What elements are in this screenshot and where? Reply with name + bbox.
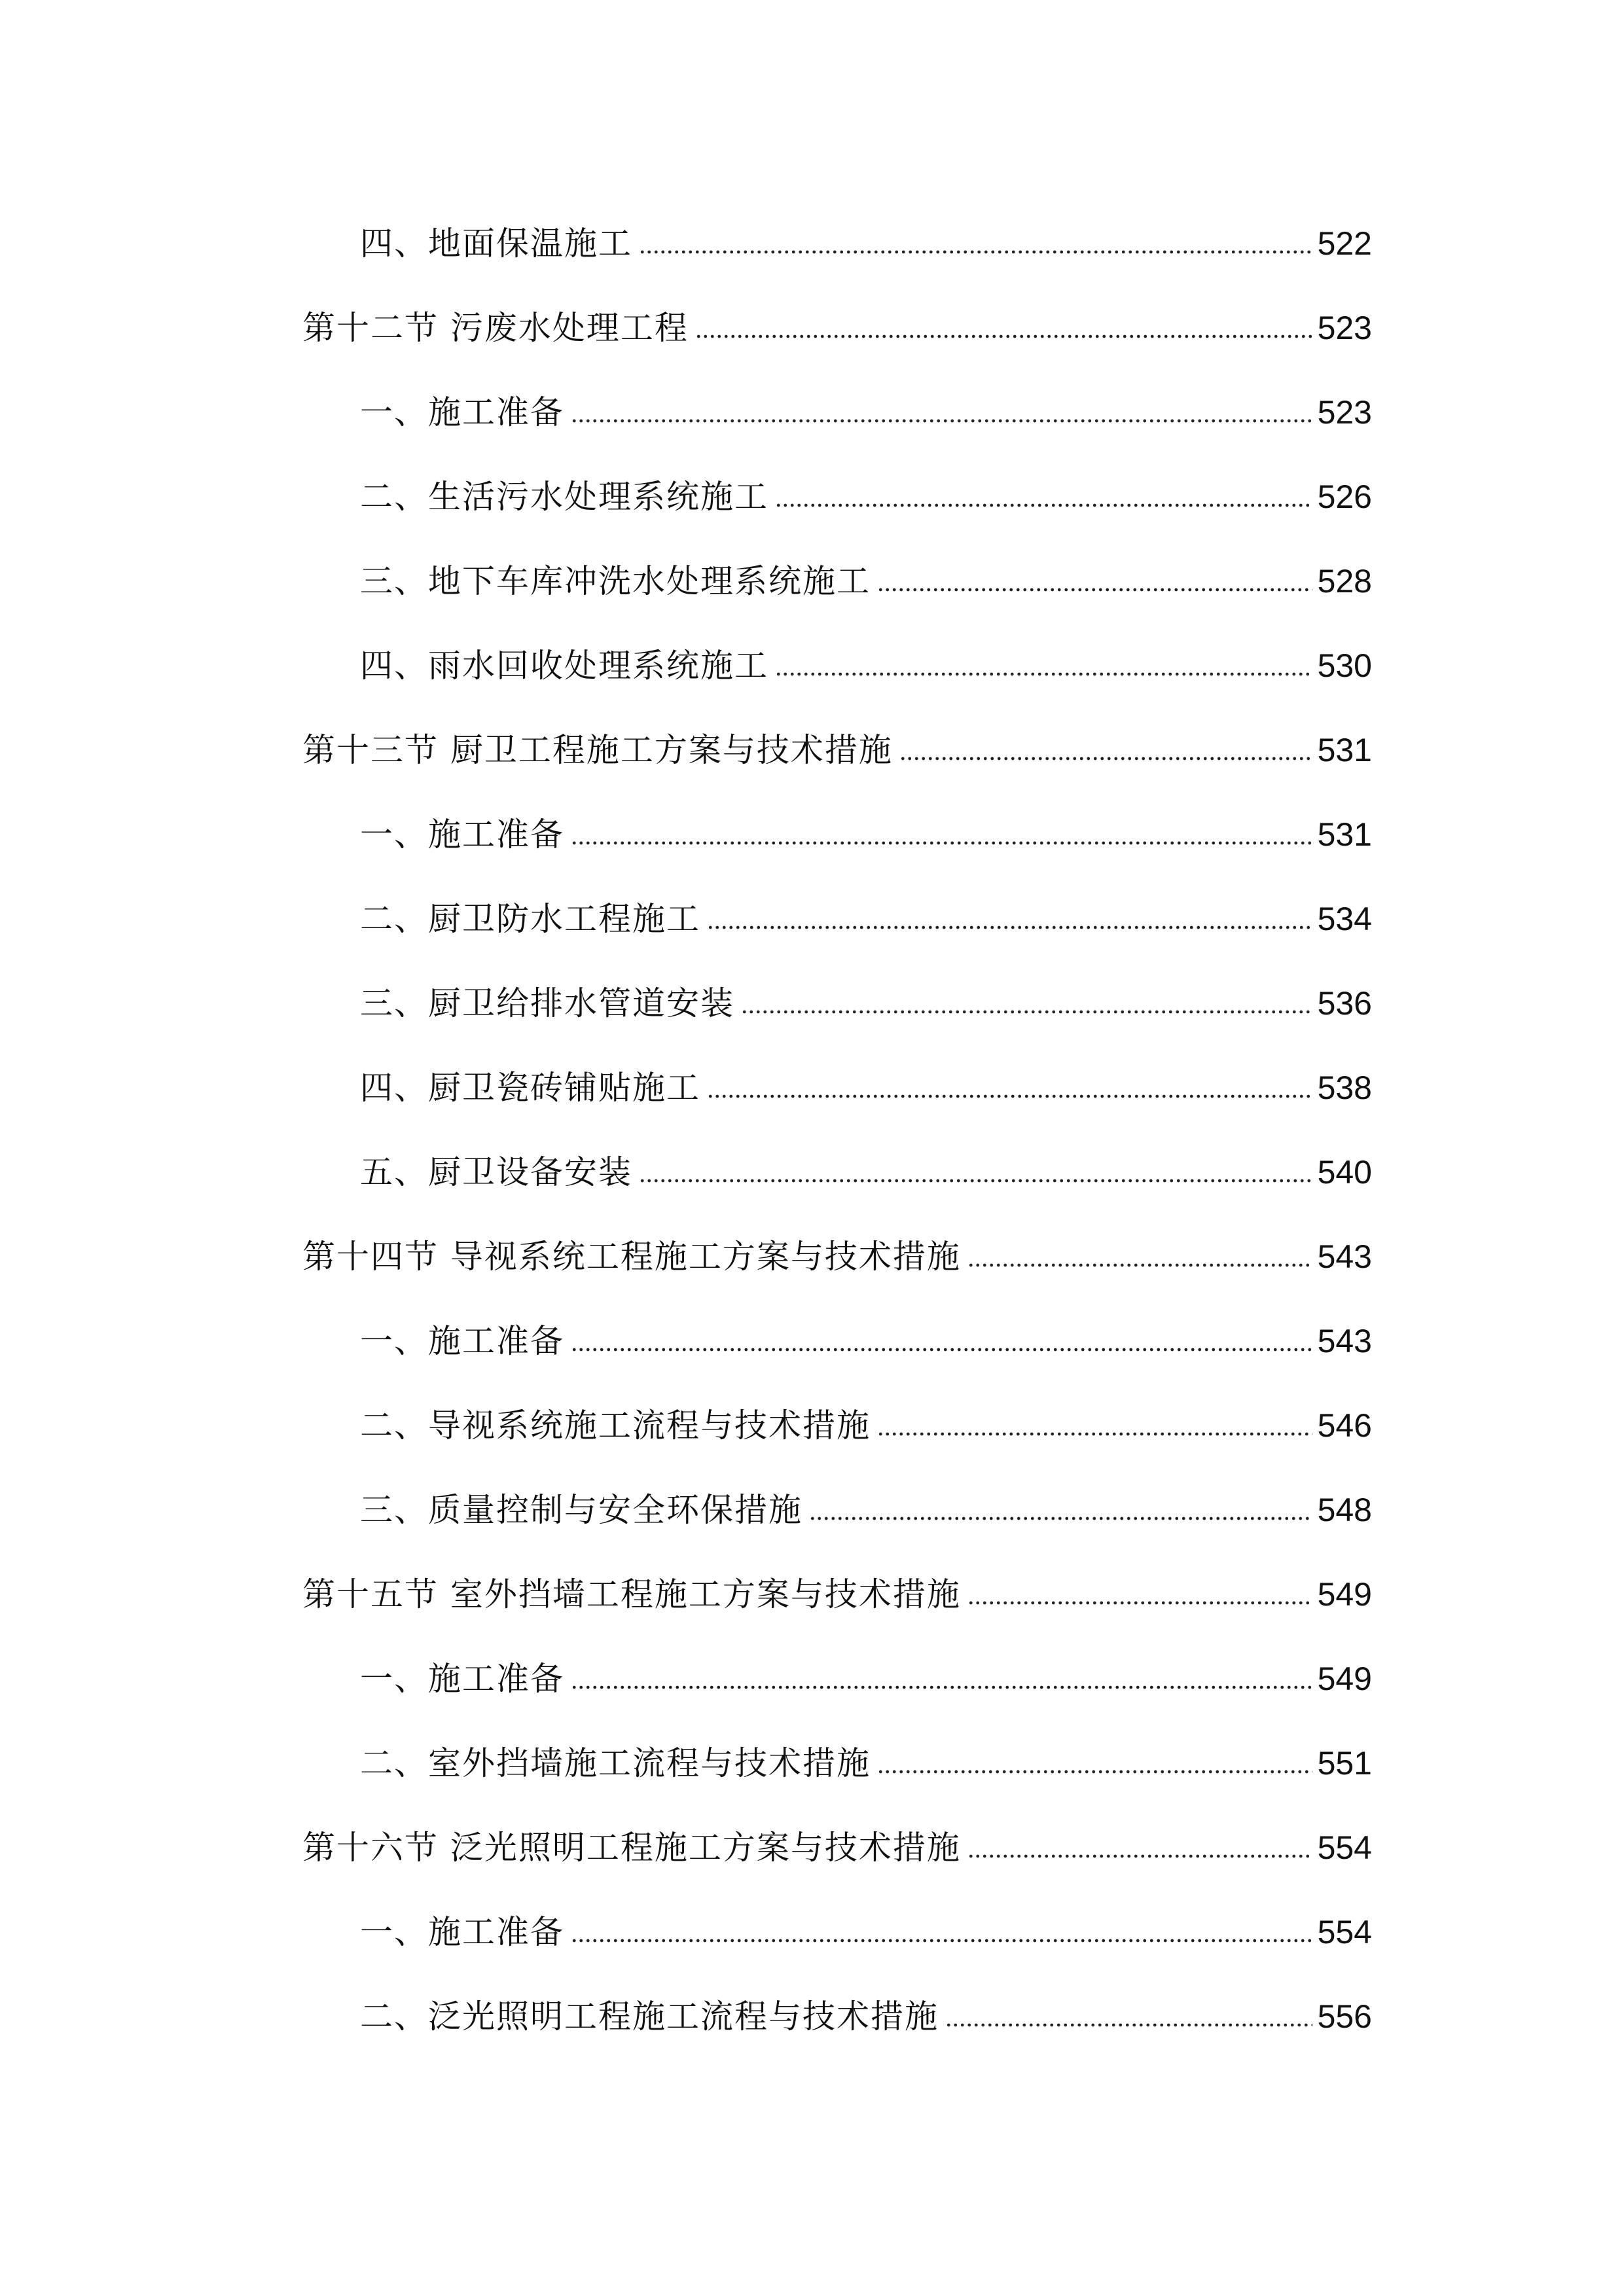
toc-entry-title: 三、厨卫给排水管道安装 bbox=[360, 984, 734, 1022]
toc-entry-title: 第十六节 泛光照明工程施工方案与技术措施 bbox=[302, 1829, 961, 1867]
toc-entry-title: 一、施工准备 bbox=[360, 1322, 564, 1360]
toc-entry[interactable] bbox=[360, 886, 1372, 939]
dot-leader bbox=[809, 1516, 1312, 1520]
dot-leader bbox=[571, 841, 1312, 845]
toc-entry-page-number: 522 bbox=[1317, 225, 1372, 262]
toc-entry[interactable] bbox=[360, 1731, 1372, 1783]
dot-leader bbox=[967, 1263, 1312, 1267]
toc-entry-title: 一、施工准备 bbox=[360, 1660, 564, 1698]
dot-leader bbox=[639, 250, 1312, 254]
toc-entry-page-number: 540 bbox=[1317, 1154, 1372, 1191]
toc-entry-page-number: 523 bbox=[1317, 310, 1372, 346]
toc-entry-page-number: 531 bbox=[1317, 732, 1372, 768]
toc-entry-title: 一、施工准备 bbox=[360, 1913, 564, 1951]
dot-leader bbox=[967, 1854, 1312, 1858]
dot-leader bbox=[741, 1010, 1312, 1014]
dot-leader bbox=[775, 672, 1312, 676]
toc-entry-title: 第十二节 污废水处理工程 bbox=[302, 309, 689, 347]
toc-entry-title: 三、质量控制与安全环保措施 bbox=[360, 1491, 803, 1529]
toc-entry[interactable] bbox=[360, 1477, 1372, 1530]
dot-leader bbox=[899, 757, 1312, 761]
toc-entry-page-number: 549 bbox=[1317, 1660, 1372, 1697]
toc-entry-page-number: 531 bbox=[1317, 816, 1372, 853]
toc-entry-page-number: 548 bbox=[1317, 1492, 1372, 1528]
toc-entry-page-number: 534 bbox=[1317, 901, 1372, 937]
dot-leader bbox=[571, 419, 1312, 423]
toc-entry-title: 二、导视系统施工流程与技术措施 bbox=[360, 1407, 871, 1444]
dot-leader bbox=[877, 1770, 1312, 1774]
toc-entry[interactable] bbox=[360, 971, 1372, 1023]
toc-entry[interactable] bbox=[360, 1393, 1372, 1445]
toc-entry-page-number: 528 bbox=[1317, 563, 1372, 600]
toc-entry-page-number: 554 bbox=[1317, 1914, 1372, 1950]
toc-entry[interactable] bbox=[360, 548, 1372, 601]
toc-entry-page-number: 543 bbox=[1317, 1323, 1372, 1359]
dot-leader bbox=[571, 1685, 1312, 1689]
toc-entry[interactable] bbox=[302, 1815, 1372, 1867]
toc-entry[interactable] bbox=[360, 1646, 1372, 1698]
toc-entry-page-number: 543 bbox=[1317, 1238, 1372, 1275]
toc-entry-page-number: 536 bbox=[1317, 985, 1372, 1022]
toc-entry-title: 四、雨水回收处理系统施工 bbox=[360, 647, 768, 685]
toc-entry-page-number: 526 bbox=[1317, 478, 1372, 515]
dot-leader bbox=[639, 1179, 1312, 1183]
toc-entry[interactable] bbox=[360, 1984, 1372, 2036]
toc-entry[interactable] bbox=[360, 1899, 1372, 1952]
toc-entry-page-number: 538 bbox=[1317, 1069, 1372, 1106]
toc-entry-title: 五、厨卫设备安装 bbox=[360, 1153, 632, 1191]
dot-leader bbox=[945, 2023, 1312, 2027]
toc-entry-page-number: 530 bbox=[1317, 647, 1372, 684]
toc-entry-title: 二、泛光照明工程施工流程与技术措施 bbox=[360, 1998, 939, 2036]
toc-entry-title: 二、生活污水处理系统施工 bbox=[360, 478, 768, 516]
toc-entry-title: 第十四节 导视系统工程施工方案与技术措施 bbox=[302, 1238, 961, 1276]
toc-entry[interactable] bbox=[360, 1139, 1372, 1192]
toc-entry-page-number: 523 bbox=[1317, 394, 1372, 431]
dot-leader bbox=[707, 1094, 1312, 1098]
toc-entry[interactable] bbox=[360, 1055, 1372, 1107]
toc-entry[interactable] bbox=[302, 295, 1372, 348]
toc-entry[interactable] bbox=[360, 211, 1372, 263]
toc-entry[interactable] bbox=[360, 633, 1372, 685]
dot-leader bbox=[695, 334, 1312, 338]
toc-entry[interactable] bbox=[360, 802, 1372, 854]
dot-leader bbox=[571, 1939, 1312, 1943]
toc-entry-page-number: 546 bbox=[1317, 1407, 1372, 1444]
toc-entry-title: 第十三节 厨卫工程施工方案与技术措施 bbox=[302, 731, 893, 769]
toc-entry-page-number: 551 bbox=[1317, 1745, 1372, 1782]
dot-leader bbox=[877, 588, 1312, 592]
toc-entry-title: 一、施工准备 bbox=[360, 393, 564, 431]
toc-entry-title: 四、厨卫瓷砖铺贴施工 bbox=[360, 1069, 700, 1107]
toc-entry-title: 四、地面保温施工 bbox=[360, 224, 632, 262]
toc-entry-page-number: 554 bbox=[1317, 1829, 1372, 1866]
dot-leader bbox=[707, 925, 1312, 929]
dot-leader bbox=[775, 503, 1312, 507]
toc-entry-title: 第十五节 室外挡墙工程施工方案与技术措施 bbox=[302, 1575, 961, 1613]
toc-entry-title: 二、室外挡墙施工流程与技术措施 bbox=[360, 1744, 871, 1782]
toc-entry[interactable] bbox=[360, 464, 1372, 516]
dot-leader bbox=[967, 1601, 1312, 1605]
toc-entry[interactable] bbox=[302, 1562, 1372, 1614]
toc-entry[interactable] bbox=[360, 1308, 1372, 1361]
toc-entry[interactable] bbox=[360, 380, 1372, 432]
toc-entry-page-number: 556 bbox=[1317, 1998, 1372, 2035]
toc-entry-title: 一、施工准备 bbox=[360, 816, 564, 853]
toc-entry[interactable] bbox=[302, 717, 1372, 770]
toc-entry-title: 三、地下车库冲洗水处理系统施工 bbox=[360, 562, 871, 600]
toc-entry-title: 二、厨卫防水工程施工 bbox=[360, 900, 700, 938]
toc-entry[interactable] bbox=[302, 1224, 1372, 1276]
dot-leader bbox=[877, 1432, 1312, 1436]
toc-entry-page-number: 549 bbox=[1317, 1576, 1372, 1613]
dot-leader bbox=[571, 1348, 1312, 1352]
